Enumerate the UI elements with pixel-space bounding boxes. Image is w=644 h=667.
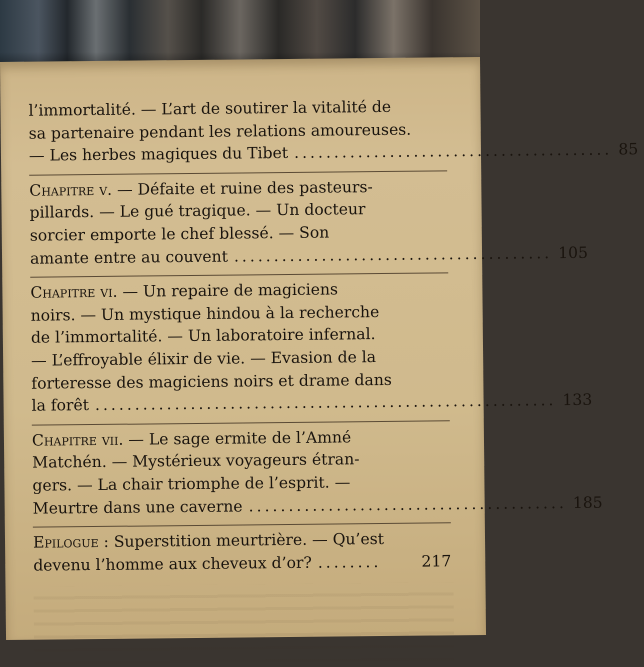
page-number: 133 (562, 390, 593, 410)
toc-entry (30, 277, 593, 417)
toc-line: — Le sage ermite de l’Amné (128, 428, 352, 449)
chapter-label: Chapitre vii. (31, 430, 124, 450)
faded-back-page-text (33, 582, 454, 666)
toc-line: — Un repaire de magiciens (122, 280, 339, 301)
toc-line: de l’immortalité. — Un laboratoire infernal. (30, 325, 376, 348)
divider (33, 522, 451, 527)
page-number: 105 (558, 243, 589, 262)
divider (30, 272, 448, 277)
toc-entry (33, 527, 451, 577)
toc-line: la forêt (31, 396, 90, 415)
leader-dots: ........................................ (293, 140, 613, 163)
table-of-contents (28, 95, 639, 577)
toc-line: forteresse des magiciens noirs et drame dans (31, 370, 392, 393)
toc-line-with-page (33, 550, 451, 577)
toc-line: Matchén. — Mystérieux voyageurs étran- (32, 450, 360, 472)
chapter-label: Epilogue : (32, 532, 109, 552)
book-page (0, 57, 639, 640)
toc-line: amante entre au couvent (29, 247, 229, 268)
leader-dots: .......................................................... (94, 391, 557, 415)
chapter-label: Chapitre v. (29, 180, 113, 200)
page-number: 185 (572, 493, 603, 512)
toc-line: noirs. — Un mystique hindou à la recherche (30, 302, 380, 325)
toc-entry (29, 175, 589, 270)
divider (29, 170, 447, 175)
toc-line: devenu l’homme aux cheveux d’or? (33, 553, 312, 575)
toc-line-with-page (32, 493, 603, 520)
divider (32, 420, 450, 425)
toc-line: gers. — La chair triomphe de l’esprit. — (32, 473, 351, 495)
toc-line: Superstition meurtrière. — Qu’est (113, 530, 385, 551)
chapter-label: Chapitre vi. (30, 282, 118, 302)
toc-line: sorcier emporte le chef blessé. — Son (29, 223, 330, 245)
toc-line: — Les herbes magiques du Tibet (28, 144, 289, 165)
toc-line: — L’effroyable élixir de vie. — Evasion de la (31, 348, 377, 370)
leader-dots: ........ (317, 552, 382, 572)
leader-dots: ........................................ (233, 243, 553, 266)
toc-entry (31, 425, 603, 520)
toc-line: l’immortalité. — L’art de soutirer la vitalité de (28, 97, 392, 120)
toc-entry (28, 95, 639, 167)
page-number: 85 (618, 140, 639, 159)
toc-line: pillards. — Le gué tragique. — Un docteur (29, 200, 366, 223)
toc-line: sa partenaire pendant les relations amoureuses. (28, 120, 412, 143)
toc-line-with-page (31, 390, 593, 417)
page-number: 217 (421, 551, 452, 571)
leader-dots: ........................................ (248, 493, 567, 515)
toc-line-with-page (29, 243, 589, 270)
toc-line: Meurtre dans une caverne (32, 496, 243, 518)
toc-line: — Défaite et ruine des pasteurs- (116, 177, 373, 199)
toc-line-with-page (28, 140, 639, 168)
